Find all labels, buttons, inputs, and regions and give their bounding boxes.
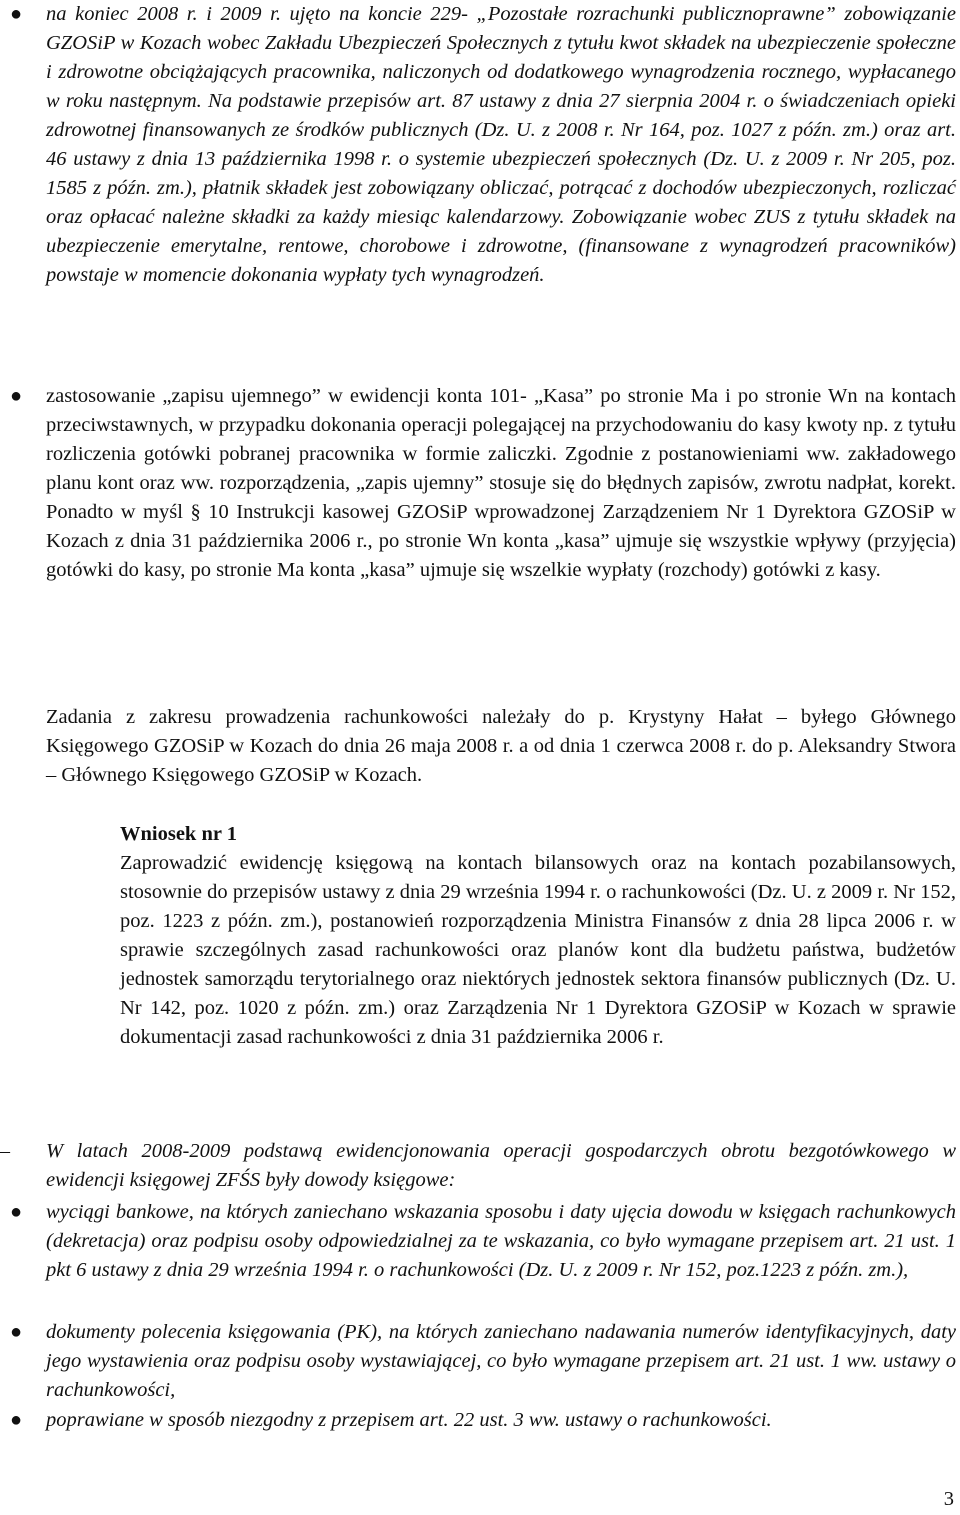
bullet-icon: ● [10,1321,23,1343]
wniosek-title: Wniosek nr 1 [120,823,237,845]
paragraph-zadania-rachunkowosci: Zadania z zakresu prowadzenia rachunkowości należały do p. Krystyny Hałat – byłego Głównego Księgowego GZOSiP w Kozach do dnia 26 maja 2008 r. a od dnia 1 czerwca 2008 r. do p. Aleksandry Stwora – Głównego Księgowego GZOSiP w Kozach. [46,706,956,786]
bullet-icon: ● [10,385,23,407]
dash-icon: – [0,1140,10,1162]
list-item-wyciagi: wyciągi bankowe, na których zaniechano wskazania sposobu i daty ujęcia dowodu w księgach rachunkowych (dekretacja) oraz podpisu osoby odpowiedzialnej za te wskazania, co było wymagane przepisem art. 21 ust. 1 pkt 6 ustawy z dnia 29 września 1994 r. o rachunkowości (Dz. U. z 2009 r. Nr 152, poz.1223 z późn. zm.), [46,1201,956,1281]
list-item-poprawiane: poprawiane w sposób niezgodny z przepisem art. 22 ust. 3 ww. ustawy o rachunkowości. [46,1409,772,1431]
paragraph-zus-zobowiazanie: na koniec 2008 r. i 2009 r. ujęto na koncie 229- „Pozostałe rozrachunki publicznoprawne” zobowiązanie GZOSiP w Kozach wobec Zakładu Ubezpieczeń Społecznych z tytułu kwot składek na ubezpieczenie społeczne i zdrowotne obciążających pracownika, naliczonych od dodatkowego wynagrodzenia rocznego, wypłacanego w roku następnym. Na podstawie przepisów art. 87 ustawy z dnia 27 sierpnia 2004 r. o świadczeniach opieki zdrowotnej finansowanych ze środków publicznych (Dz. U. z 2008 r. Nr 164, poz. 1027 z późn. zm.) oraz art. 46 ustawy z dnia 13 października 1998 r. o systemie ubezpieczeń społecznych (Dz. U. z 2009 r. Nr 205, poz. 1585 z późn. zm.), płatnik składek jest zobowiązany obliczać, potrącać z dochodów ubezpieczonych, rozliczać oraz opłacać należne składki za każdy miesiąc kalendarzowy. Zobowiązanie wobec ZUS z tytułu składek na ubezpieczenie emerytalne, rentowe, chorobowe i zdrowotne, (finansowane z wynagrodzeń pracowników) powstaje w momencie dokonania wypłaty tych wynagrodzeń. [46,3,956,286]
paragraph-zapis-ujemny: zastosowanie „zapisu ujemnego” w ewidencji konta 101- „Kasa” po stronie Ma i po stronie Wn na kontach przeciwstawnych, w przypadku dokonania operacji polegającej na przychodowaniu do kasy kwoty np. z tytułu rozliczenia gotówki pobranej pracownika w formie zaliczki. Zgodnie z postanowieniami ww. zakładowego planu kont oraz ww. rozporządzenia, „zapis ujemny” stosuje się do błędnych zapisów, zwrotu nadpłat, korekt. Ponadto w myśl § 10 Instrukcji kasowej GZOSiP wprowadzonej Zarządzeniem Nr 1 Dyrektora GZOSiP w Kozach z dnia 31 października 2006 r., po stronie Wn konta „kasa” ujmuje się wszystkie wpływy (przyjęcia) gotówki do kasy, po stronie Ma konta „kasa” ujmuje się wszelkie wypłaty (rozchody) gotówki z kasy. [46,385,956,581]
bullet-icon: ● [10,3,23,25]
wniosek-body: Zaprowadzić ewidencję księgową na kontach bilansowych oraz na kontach pozabilansowych, stosownie do przepisów ustawy z dnia 29 września 1994 r. o rachunkowości (Dz. U. z 2009 r. Nr 152, poz. 1223 z późn. zm.), postanowień rozporządzenia Ministra Finansów z dnia 28 lipca 2006 r. w sprawie szczególnych zasad rachunkowości oraz planów kont dla budżetu państwa, budżetów jednostek samorządu terytorialnego oraz niektórych jednostek sektora finansów publicznych (Dz. U. Nr 142, poz. 1020 z późn. zm.) oraz Zarządzenia Nr 1 Dyrektora GZOSiP w Kozach w sprawie dokumentacji zasad rachunkowości z dnia 31 października 2006 r. [120,852,956,1048]
bullet-icon: ● [10,1409,23,1431]
bullet-icon: ● [10,1201,23,1223]
list-item-polecenia-ksiegowania: dokumenty polecenia księgowania (PK), na których zaniechano nadawania numerów identyfikacyjnych, daty jego wystawienia oraz podpisu osoby wystawiającej, co było wymagane przepisem art. 21 ust. 1 ww. ustawy o rachunkowości, [46,1321,956,1401]
paragraph-dowody-ksiegowe: W latach 2008-2009 podstawą ewidencjonowania operacji gospodarczych obrotu bezgotówkowego w ewidencji księgowej ZFŚS były dowody księgowe: [46,1140,956,1191]
page-number: 3 [943,1488,954,1510]
